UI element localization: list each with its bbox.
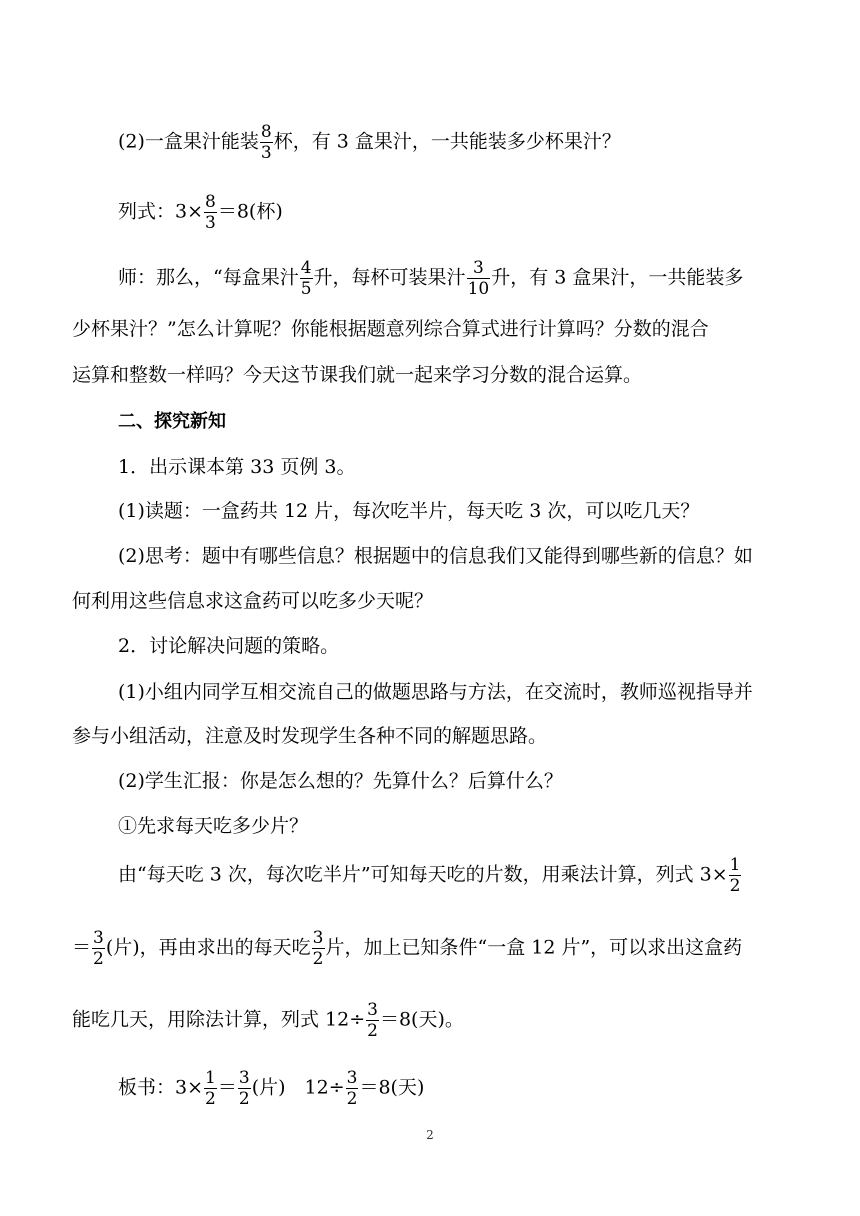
paragraph-line: 2．讨论解决问题的策略。 <box>118 635 340 657</box>
paragraph-line: (2)学生汇报：你是怎么想的？先算什么？后算什么？ <box>118 770 563 792</box>
fraction <box>312 928 325 969</box>
text: ＝8(天)。 <box>379 1008 464 1031</box>
text: 能吃几天，用除法计算，列式 12÷ <box>72 1008 366 1031</box>
denominator: 5 <box>300 279 312 299</box>
denominator: 2 <box>729 876 741 896</box>
numerator: 4 <box>300 258 312 278</box>
paragraph-line <box>72 928 785 969</box>
fraction <box>92 928 105 969</box>
denominator: 3 <box>205 213 216 233</box>
paragraph-line <box>118 855 785 896</box>
fraction <box>366 1000 379 1041</box>
board-notes-line <box>118 1068 785 1109</box>
denominator: 2 <box>367 1021 378 1041</box>
numerator: 3 <box>93 928 104 948</box>
fraction <box>729 855 742 896</box>
text: (片)，再由求出的每天吃 <box>105 936 311 959</box>
paragraph-line: ①先求每天吃多少片？ <box>118 815 309 837</box>
denominator: 10 <box>467 279 490 299</box>
denominator: 2 <box>205 1089 216 1109</box>
denominator: 2 <box>238 1089 250 1109</box>
paragraph-line <box>72 1000 785 1041</box>
numerator: 3 <box>312 928 324 948</box>
text: 片，加上已知条件“一盒 12 片”，可以求出这盒药 <box>325 936 743 959</box>
paragraph-line: 何利用这些信息求这盒药可以吃多少天呢？ <box>72 590 434 612</box>
text: 杯，有 3 盒果汁，一共能装多少杯果汁？ <box>273 130 621 153</box>
paragraph-line: (1)读题：一盒药共 12 片，每次吃半片，每天吃 3 次，可以吃几天？ <box>118 500 700 522</box>
text: 升，每杯可装果汁 <box>313 266 466 289</box>
numerator: 3 <box>238 1068 250 1088</box>
numerator: 3 <box>367 1000 378 1020</box>
page-number: 2 <box>426 1128 434 1142</box>
section-heading: 二、探究新知 <box>118 411 226 432</box>
fraction <box>346 1068 359 1109</box>
text: ＝ <box>72 936 92 959</box>
fraction <box>204 1068 217 1109</box>
numerator: 1 <box>205 1068 216 1088</box>
text: (2)一盒果汁能装 <box>118 130 259 153</box>
text: 师：那么，“每盒果汁 <box>118 266 299 289</box>
text: 板书：3× <box>118 1076 204 1099</box>
fraction <box>204 192 217 233</box>
fraction <box>238 1068 251 1109</box>
denominator: 2 <box>346 1089 358 1109</box>
paragraph-line: (1)小组内同学互相交流自己的做题思路与方法，在交流时，教师巡视指导并 <box>118 681 753 703</box>
paragraph-line: 少杯果汁？”怎么计算呢？你能根据题意列综合算式进行计算吗？分数的混合 <box>72 318 709 340</box>
numerator: 8 <box>205 192 216 212</box>
question-2-line <box>118 122 785 163</box>
text: ＝ <box>217 1076 237 1099</box>
text: 升，有 3 盒果汁，一共能装多 <box>491 266 744 289</box>
denominator: 2 <box>312 949 324 969</box>
text: ＝8(杯) <box>217 200 283 223</box>
teacher-line <box>118 258 785 299</box>
numerator: 3 <box>346 1068 358 1088</box>
numerator: 3 <box>472 258 484 278</box>
fraction <box>467 258 491 299</box>
text: 列式：3× <box>118 200 204 223</box>
paragraph-line: 参与小组活动，注意及时发现学生各种不同的解题思路。 <box>72 725 548 747</box>
equation-line <box>118 192 785 233</box>
denominator: 3 <box>260 143 272 163</box>
numerator: 1 <box>729 855 741 875</box>
paragraph-line: (2)思考：题中有哪些信息？根据题中的信息我们又能得到哪些新的信息？如 <box>118 545 753 567</box>
text: 由“每天吃 3 次，每次吃半片”可知每天吃的片数，用乘法计算，列式 3× <box>118 863 728 886</box>
numerator: 8 <box>260 122 272 142</box>
fraction <box>260 122 273 163</box>
paragraph-line: 运算和整数一样吗？今天这节课我们就一起来学习分数的混合运算。 <box>72 364 643 386</box>
fraction <box>300 258 313 299</box>
text: ＝8(天) <box>359 1076 425 1099</box>
denominator: 2 <box>93 949 104 969</box>
text: (片) 12÷ <box>251 1076 345 1099</box>
paragraph-line: 1．出示课本第 33 页例 3。 <box>118 456 356 478</box>
